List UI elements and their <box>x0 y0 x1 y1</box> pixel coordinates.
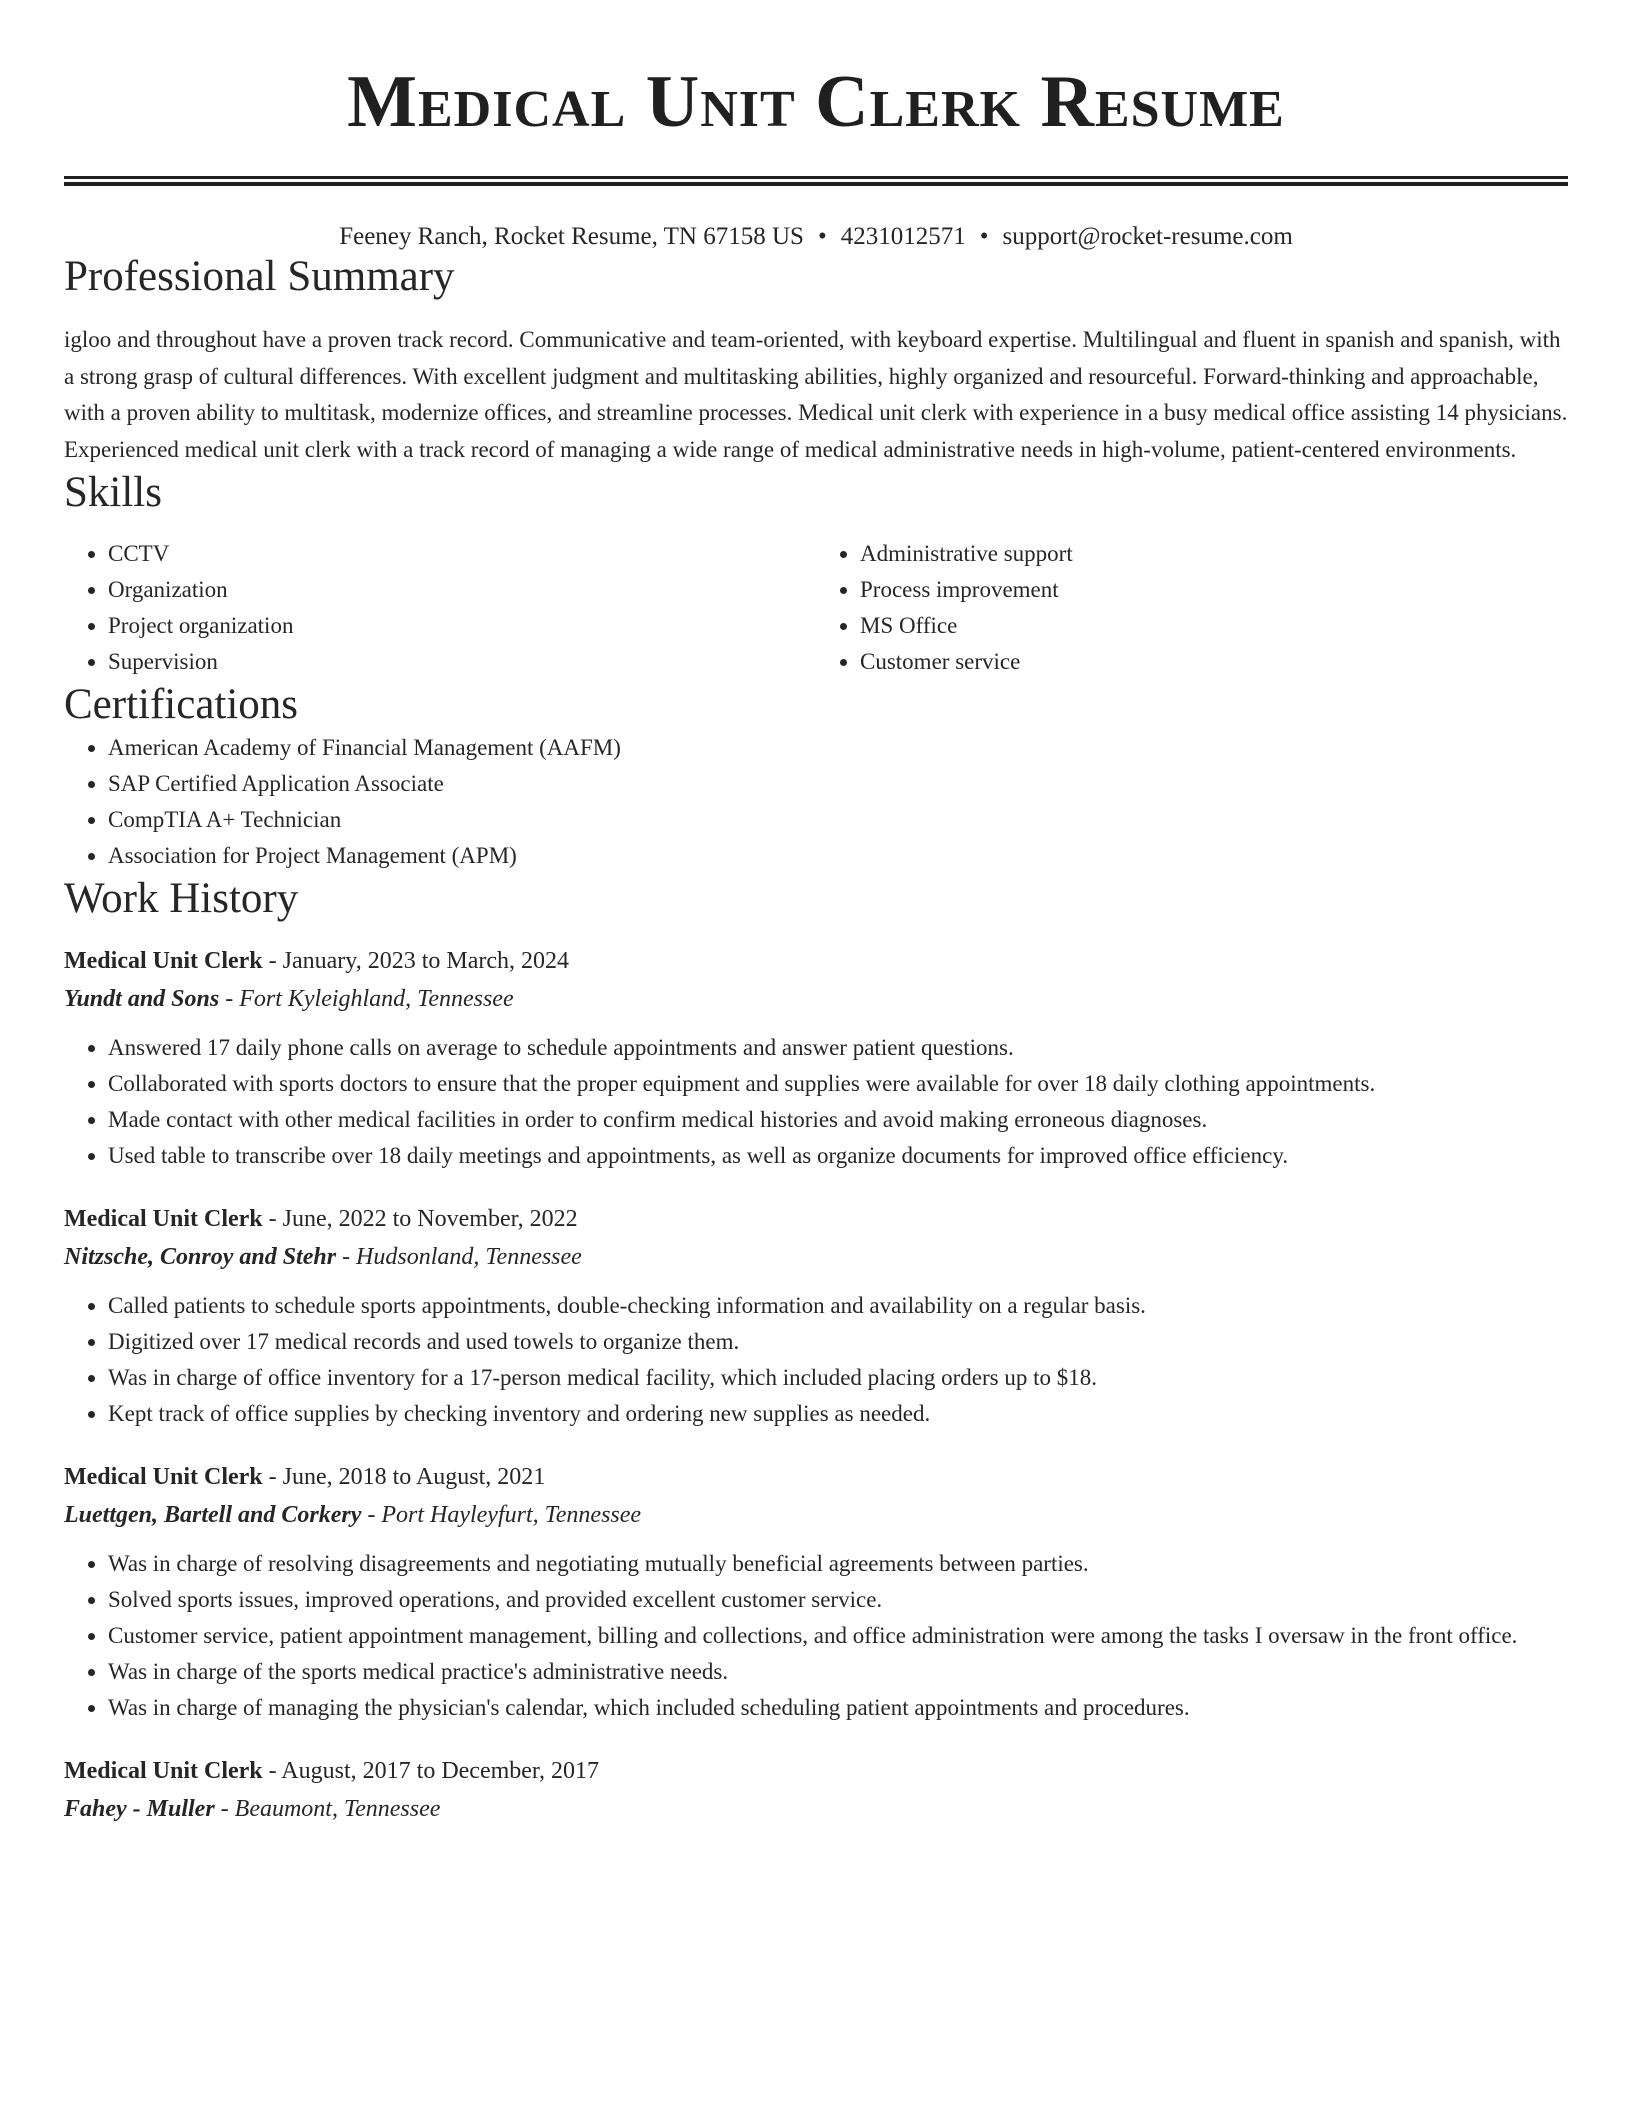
job-bullets <box>64 1030 1568 1174</box>
contact-phone: 4231012571 <box>840 223 966 250</box>
job-location: - Port Hayleyfurt, Tennessee <box>361 1502 642 1528</box>
title-divider <box>64 176 1568 186</box>
job-bullet: • Customer service, patient appointment management, billing and collections, and office administration were among the tasks I oversaw in the front office. <box>108 1618 1568 1654</box>
job-bullet: • Was in charge of office inventory for a 17-person medical facility, which included placing orders up to $18. <box>108 1360 1568 1396</box>
job-dates: - June, 2022 to November, 2022 <box>262 1206 578 1232</box>
contact-address: Feeney Ranch, Rocket Resume, TN 67158 US <box>339 223 804 250</box>
job-entry <box>64 1200 1568 1432</box>
certifications-list <box>64 730 1568 874</box>
job-bullet: • Answered 17 daily phone calls on average to schedule appointments and answer patient questions. <box>108 1030 1568 1066</box>
job-entry <box>64 1458 1568 1726</box>
job-location: - Fort Kyleighland, Tennessee <box>219 986 514 1012</box>
job-company-line <box>64 1496 1568 1534</box>
job-dates: - January, 2023 to March, 2024 <box>262 948 570 974</box>
job-title: Medical Unit Clerk <box>64 1206 263 1232</box>
job-bullets <box>64 1546 1568 1726</box>
skills-list-left <box>64 536 816 680</box>
contact-email: support@rocket-resume.com <box>1002 223 1293 250</box>
job-company-line <box>64 1790 1568 1828</box>
job-bullet: • Made contact with other medical facilities in order to confirm medical histories and avoid making erroneous diagnoses. <box>108 1102 1568 1138</box>
job-bullets <box>64 1288 1568 1432</box>
skills-list-right <box>816 536 1568 680</box>
summary-heading: Professional Summary <box>64 253 455 300</box>
skill-item: • Project organization <box>108 608 816 644</box>
skills-heading: Skills <box>64 469 162 516</box>
certification-item: • American Academy of Financial Management (AAFM) <box>108 730 1568 766</box>
skill-item: • Supervision <box>108 644 816 680</box>
contact-separator: • <box>817 223 827 250</box>
resume-title: Medical Unit Clerk Resume <box>347 61 1285 143</box>
job-bullet: • Collaborated with sports doctors to ensure that the proper equipment and supplies were available for over 18 daily clothing appointments. <box>108 1066 1568 1102</box>
job-title: Medical Unit Clerk <box>64 1464 263 1490</box>
skill-item: • Process improvement <box>860 572 1568 608</box>
job-bullet: • Was in charge of managing the physician's calendar, which included scheduling patient appointments and procedures. <box>108 1690 1568 1726</box>
skill-item: • MS Office <box>860 608 1568 644</box>
job-bullet: • Digitized over 17 medical records and used towels to organize them. <box>108 1324 1568 1360</box>
job-title: Medical Unit Clerk <box>64 948 263 974</box>
job-bullet: • Solved sports issues, improved operations, and provided excellent customer service. <box>108 1582 1568 1618</box>
certification-item: • SAP Certified Application Associate <box>108 766 1568 802</box>
contact-separator: • <box>979 223 989 250</box>
job-bullet: • Used table to transcribe over 18 daily meetings and appointments, as well as organize documents for improved office efficiency. <box>108 1138 1568 1174</box>
job-dates: - August, 2017 to December, 2017 <box>262 1758 599 1784</box>
certification-item: • CompTIA A+ Technician <box>108 802 1568 838</box>
summary-text: igloo and throughout have a proven track record. Communicative and team-oriented, with keyboard expertise. Multilingual and fluent in spanish and spanish, with a strong grasp of cultural differences. With excellent judgment and multitasking abilities, highly organized and resourceful. Forward-thinking and approachable, with a proven ability to multitask, modernize offices, and streamline processes. Medical unit clerk with experience in a busy medical office assisting 14 physicians. Experienced medical unit clerk with a track record of managing a wide range of medical administrative needs in high-volume, patient-centered environments. <box>64 327 1568 462</box>
job-company-line <box>64 980 1568 1018</box>
job-location: - Hudsonland, Tennessee <box>336 1244 582 1270</box>
skills-columns <box>64 536 1568 680</box>
job-bullet: • Was in charge of resolving disagreements and negotiating mutually beneficial agreements between parties. <box>108 1546 1568 1582</box>
job-location: - Beaumont, Tennessee <box>214 1796 441 1822</box>
work-history-heading: Work History <box>64 875 299 922</box>
job-title-line <box>64 1458 1568 1496</box>
job-bullet: • Kept track of office supplies by checking inventory and ordering new supplies as needed. <box>108 1396 1568 1432</box>
skill-item: • Administrative support <box>860 536 1568 572</box>
job-title: Medical Unit Clerk <box>64 1758 263 1784</box>
job-title-line <box>64 942 1568 980</box>
job-bullet: • Called patients to schedule sports appointments, double-checking information and availability on a regular basis. <box>108 1288 1568 1324</box>
certifications-heading: Certifications <box>64 681 299 728</box>
job-company: Yundt and Sons <box>64 986 220 1012</box>
job-entry <box>64 1752 1568 1828</box>
skill-item: • Organization <box>108 572 816 608</box>
job-dates: - June, 2018 to August, 2021 <box>262 1464 546 1490</box>
job-company-line <box>64 1238 1568 1276</box>
contact-line <box>64 222 1568 252</box>
job-bullet: • Was in charge of the sports medical practice's administrative needs. <box>108 1654 1568 1690</box>
job-title-line <box>64 1752 1568 1790</box>
certification-item: • Association for Project Management (APM) <box>108 838 1568 874</box>
work-history-list <box>64 942 1568 1828</box>
skill-item: • CCTV <box>108 536 816 572</box>
job-company: Fahey - Muller <box>64 1796 215 1822</box>
job-entry <box>64 942 1568 1174</box>
skill-item: • Customer service <box>860 644 1568 680</box>
job-title-line <box>64 1200 1568 1238</box>
job-company: Luettgen, Bartell and Corkery <box>64 1502 362 1528</box>
job-company: Nitzsche, Conroy and Stehr <box>64 1244 337 1270</box>
